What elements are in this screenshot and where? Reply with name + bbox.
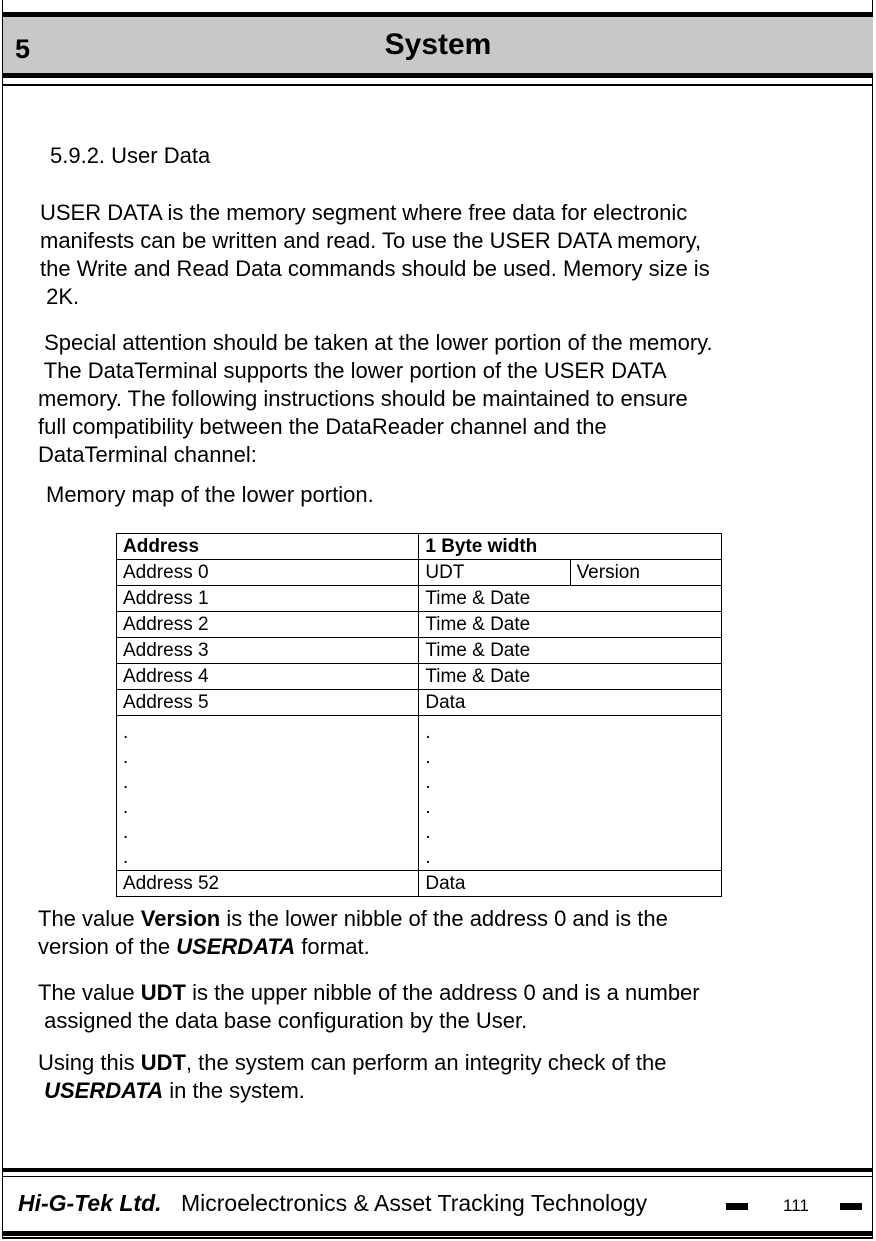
note-term: UDT (140, 1050, 186, 1075)
chapter-title: System (384, 28, 492, 61)
header-address: Address (117, 534, 419, 560)
table-row (117, 664, 722, 690)
page-number-dash-left (726, 1203, 748, 1210)
row-udt: UDT (419, 560, 570, 586)
table-header-row (117, 534, 722, 560)
row-address: Address 1 (117, 586, 419, 612)
row-address: Address 4 (117, 664, 419, 690)
intro-paragraph: USER DATA is the memory segment where free data for electronic manifests can be written and read. To use the USER DATA memory, the Write and Read Data commands should be used. Memory size is 2K. (40, 200, 710, 309)
note-text: , the system can perform an integrity check of the (185, 1050, 667, 1075)
ellipsis-value: . . . . . . (419, 716, 722, 871)
table-ellipsis-row (117, 716, 722, 871)
row-value: Time & Date (419, 612, 722, 638)
footer-company: Hi-G-Tek Ltd. (18, 1190, 162, 1216)
table-row (117, 560, 722, 586)
row-address: Address 52 (117, 871, 419, 897)
attention-paragraph: Special attention should be taken at the lower portion of the memory. The DataTerminal supports the lower portion of the USER DATA memory. The following instructions should be maintained to ensure full compatibility between the DataReader channel and the DataTerminal channel: (38, 330, 713, 467)
page-number-dash-right (840, 1203, 862, 1210)
row-address: Address 3 (117, 638, 419, 664)
note-text: Using this (38, 1050, 141, 1075)
note-text: The value (38, 906, 141, 931)
row-address: Address 5 (117, 690, 419, 716)
table-row (117, 586, 722, 612)
row-value: Data (419, 690, 722, 716)
memory-map-table (116, 533, 722, 897)
page-number: 111 (783, 1196, 809, 1215)
note-text: The value (38, 980, 141, 1005)
memmap-caption: Memory map of the lower portion. (46, 482, 374, 507)
section-heading: 5.9.2. User Data (50, 143, 211, 168)
note-term: UDT (140, 980, 186, 1005)
note-text: is the upper nibble of the address 0 and is a number assigned the data base configuration by the User. (44, 980, 700, 1033)
footer-divider-thin (3, 1176, 873, 1177)
row-value: Time & Date (419, 638, 722, 664)
footer-divider (3, 1168, 873, 1172)
note-term: USERDATA (176, 934, 296, 959)
chapter-header (3, 12, 873, 78)
udt-note (38, 979, 700, 1035)
note-text: format. (295, 934, 370, 959)
row-value: Data (419, 871, 722, 897)
note-text: in the system. (163, 1078, 305, 1103)
note-term: Version (140, 906, 221, 931)
table-row (117, 871, 722, 897)
table-row (117, 690, 722, 716)
table-row (117, 612, 722, 638)
footer-tagline: Microelectronics & Asset Tracking Technology (181, 1190, 648, 1216)
table-row (117, 638, 722, 664)
chapter-number: 5 (15, 34, 31, 64)
version-note (38, 905, 668, 961)
integrity-note (38, 1049, 667, 1105)
row-version: Version (570, 560, 721, 586)
ellipsis-address: . . . . . . (117, 716, 419, 871)
note-term: USERDATA (44, 1078, 164, 1103)
row-address: Address 0 (117, 560, 419, 586)
row-value: Time & Date (419, 586, 722, 612)
note-text: is the lower nibble of the address 0 and is the version of the (38, 906, 668, 959)
header-width: 1 Byte width (419, 534, 722, 560)
row-address: Address 2 (117, 612, 419, 638)
row-value: Time & Date (419, 664, 722, 690)
footer-bottom-rule (3, 1231, 873, 1236)
